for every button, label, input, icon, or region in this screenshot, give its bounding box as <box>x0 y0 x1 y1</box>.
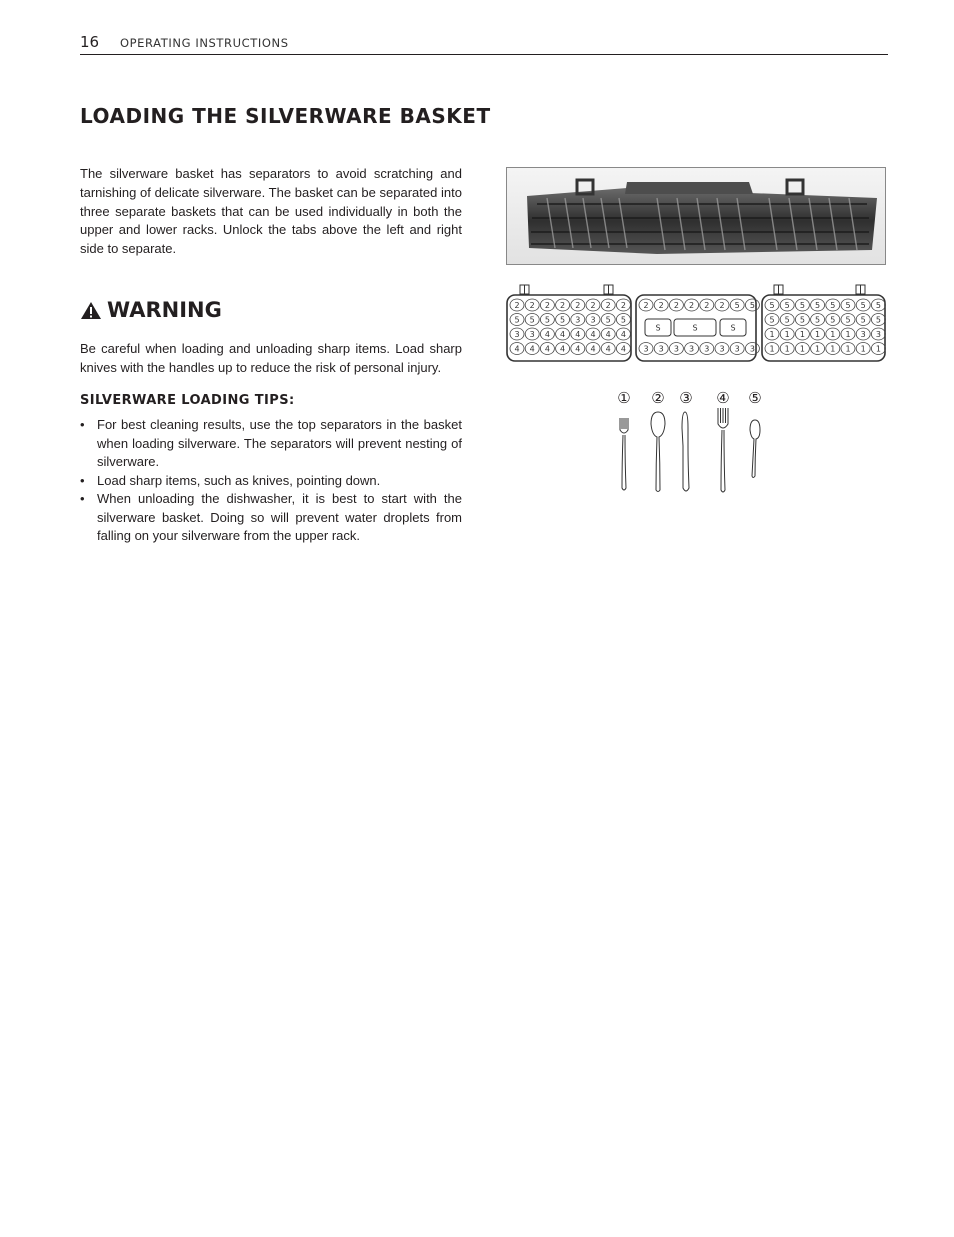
slot-label: 3 <box>673 344 679 354</box>
slot-label: 4 <box>529 344 535 354</box>
separator-label: S <box>692 323 698 333</box>
slot-label: 5 <box>769 301 775 310</box>
basket-loading-diagram <box>506 283 886 367</box>
slot-label: 4 <box>605 330 611 339</box>
slot-label: 5 <box>560 315 566 325</box>
utensil-legend-svg <box>600 388 780 498</box>
slot-label: 5 <box>734 301 740 310</box>
slot-label: 5 <box>784 315 790 325</box>
slot-label: 4 <box>620 344 626 354</box>
slot-label: 1 <box>784 330 790 339</box>
legend-number: ② <box>651 389 665 407</box>
utensil-legend <box>600 388 780 502</box>
slot-label: 3 <box>514 330 520 339</box>
slot-label: 3 <box>689 344 695 354</box>
slot-label: 2 <box>529 301 535 310</box>
slot-label: 4 <box>560 330 566 339</box>
slot-label: 2 <box>514 301 520 310</box>
slot-label: 2 <box>544 301 550 310</box>
separator-label: S <box>730 323 736 333</box>
slot-label: 2 <box>643 301 649 310</box>
separator-label: S <box>655 323 661 333</box>
slot-label: 3 <box>658 344 664 354</box>
tips-list <box>80 416 462 546</box>
slot-label: 5 <box>605 315 611 325</box>
dinner-fork-icon <box>718 408 728 492</box>
warning-heading <box>80 298 222 322</box>
legend-number: ① <box>617 389 631 407</box>
slot-label: 5 <box>620 315 626 325</box>
slot-label: 1 <box>815 330 821 339</box>
slot-label: 2 <box>560 301 566 310</box>
page-header <box>80 30 888 55</box>
legend-number: ③ <box>679 389 693 407</box>
slot-label: 1 <box>784 344 790 354</box>
slot-label: 3 <box>575 315 581 325</box>
slot-label: 1 <box>769 344 775 354</box>
slot-label: 4 <box>605 344 611 354</box>
slot-label: 3 <box>643 344 649 354</box>
slot-label: 5 <box>799 315 805 325</box>
silverware-basket-photo <box>506 167 886 265</box>
slot-label: 1 <box>875 344 881 354</box>
page-number: 16 <box>80 33 100 51</box>
slot-label: 5 <box>769 315 775 325</box>
legend-number: ④ <box>716 389 730 407</box>
slot-label: 3 <box>590 315 596 325</box>
slot-label: 5 <box>815 315 821 325</box>
slot-label: 4 <box>544 344 550 354</box>
slot-label: 2 <box>719 301 725 310</box>
slot-label: 1 <box>845 344 851 354</box>
warning-triangle-icon <box>80 301 102 320</box>
slot-label: 1 <box>830 344 836 354</box>
tips-heading: SILVERWARE LOADING TIPS: <box>80 393 295 408</box>
slot-label: 2 <box>575 301 581 310</box>
section-title: OPERATING INSTRUCTIONS <box>120 36 289 50</box>
slot-label: 4 <box>575 330 581 339</box>
salad-fork-icon <box>620 418 628 490</box>
slot-label: 4 <box>560 344 566 354</box>
slot-label: 2 <box>605 301 611 310</box>
slot-label: 3 <box>749 344 755 354</box>
slot-label: 1 <box>799 344 805 354</box>
slot-label: 5 <box>799 301 805 310</box>
slot-label: 4 <box>620 330 626 339</box>
slot-label: 5 <box>860 301 866 310</box>
intro-paragraph: The silverware basket has separators to avoid scratching and tarnishing of delicate silverware. The basket can be separated into three separate baskets that can be used individually in both the upper and lower racks. Unlock the tabs above the left and right side to separate. <box>80 166 462 257</box>
warning-label: WARNING <box>107 298 222 322</box>
page-title: LOADING THE SILVERWARE BASKET <box>80 104 491 128</box>
tablespoon-icon <box>651 412 665 492</box>
slot-label: 2 <box>689 301 695 310</box>
slot-label: 5 <box>529 315 535 325</box>
slot-label: 5 <box>845 315 851 325</box>
slot-label: 5 <box>845 301 851 310</box>
slot-label: 5 <box>784 301 790 310</box>
slot-label: 2 <box>620 301 626 310</box>
slot-label: 3 <box>734 344 740 354</box>
slot-label: 5 <box>830 315 836 325</box>
slot-label: 5 <box>830 301 836 310</box>
basket-diagram-svg <box>506 283 886 363</box>
slot-label: 5 <box>815 301 821 310</box>
slot-label: 3 <box>860 330 866 339</box>
slot-label: 1 <box>860 344 866 354</box>
slot-label: 5 <box>875 315 881 325</box>
warning-text: Be careful when loading and unloading sharp items. Load sharp knives with the handles up to reduce the risk of personal injury. <box>80 341 462 375</box>
slot-label: 1 <box>769 330 775 339</box>
slot-label: 1 <box>815 344 821 354</box>
slot-label: 2 <box>590 301 596 310</box>
slot-label: 4 <box>575 344 581 354</box>
list-item: • When unloading the dishwasher, it is best to start with the silverware basket. Doing so will prevent water droplets from falling on your silverware from the upper rack. <box>80 490 462 546</box>
slot-label: 5 <box>860 315 866 325</box>
slot-label: 3 <box>875 330 881 339</box>
list-item: • Load sharp items, such as knives, pointing down. <box>80 472 462 491</box>
slot-label: 5 <box>749 301 755 310</box>
basket-photo-illustration <box>507 168 885 264</box>
slot-label: 4 <box>590 330 596 339</box>
slot-label: 2 <box>704 301 710 310</box>
slot-label: 3 <box>529 330 535 339</box>
slot-label: 2 <box>658 301 664 310</box>
slot-label: 5 <box>875 301 881 310</box>
teaspoon-icon <box>750 420 760 478</box>
slot-label: 2 <box>673 301 679 310</box>
slot-label: 1 <box>845 330 851 339</box>
slot-label: 4 <box>514 344 520 354</box>
slot-label: 5 <box>544 315 550 325</box>
legend-number: ⑤ <box>748 389 762 407</box>
slot-label: 1 <box>830 330 836 339</box>
slot-label: 3 <box>704 344 710 354</box>
slot-label: 4 <box>544 330 550 339</box>
knife-icon <box>682 412 689 491</box>
slot-label: 1 <box>799 330 805 339</box>
slot-label: 3 <box>719 344 725 354</box>
slot-label: 4 <box>590 344 596 354</box>
slot-label: 5 <box>514 315 520 325</box>
list-item: • For best cleaning results, use the top separators in the basket when loading silverware. The separators will prevent nesting of silverware. <box>80 416 462 472</box>
